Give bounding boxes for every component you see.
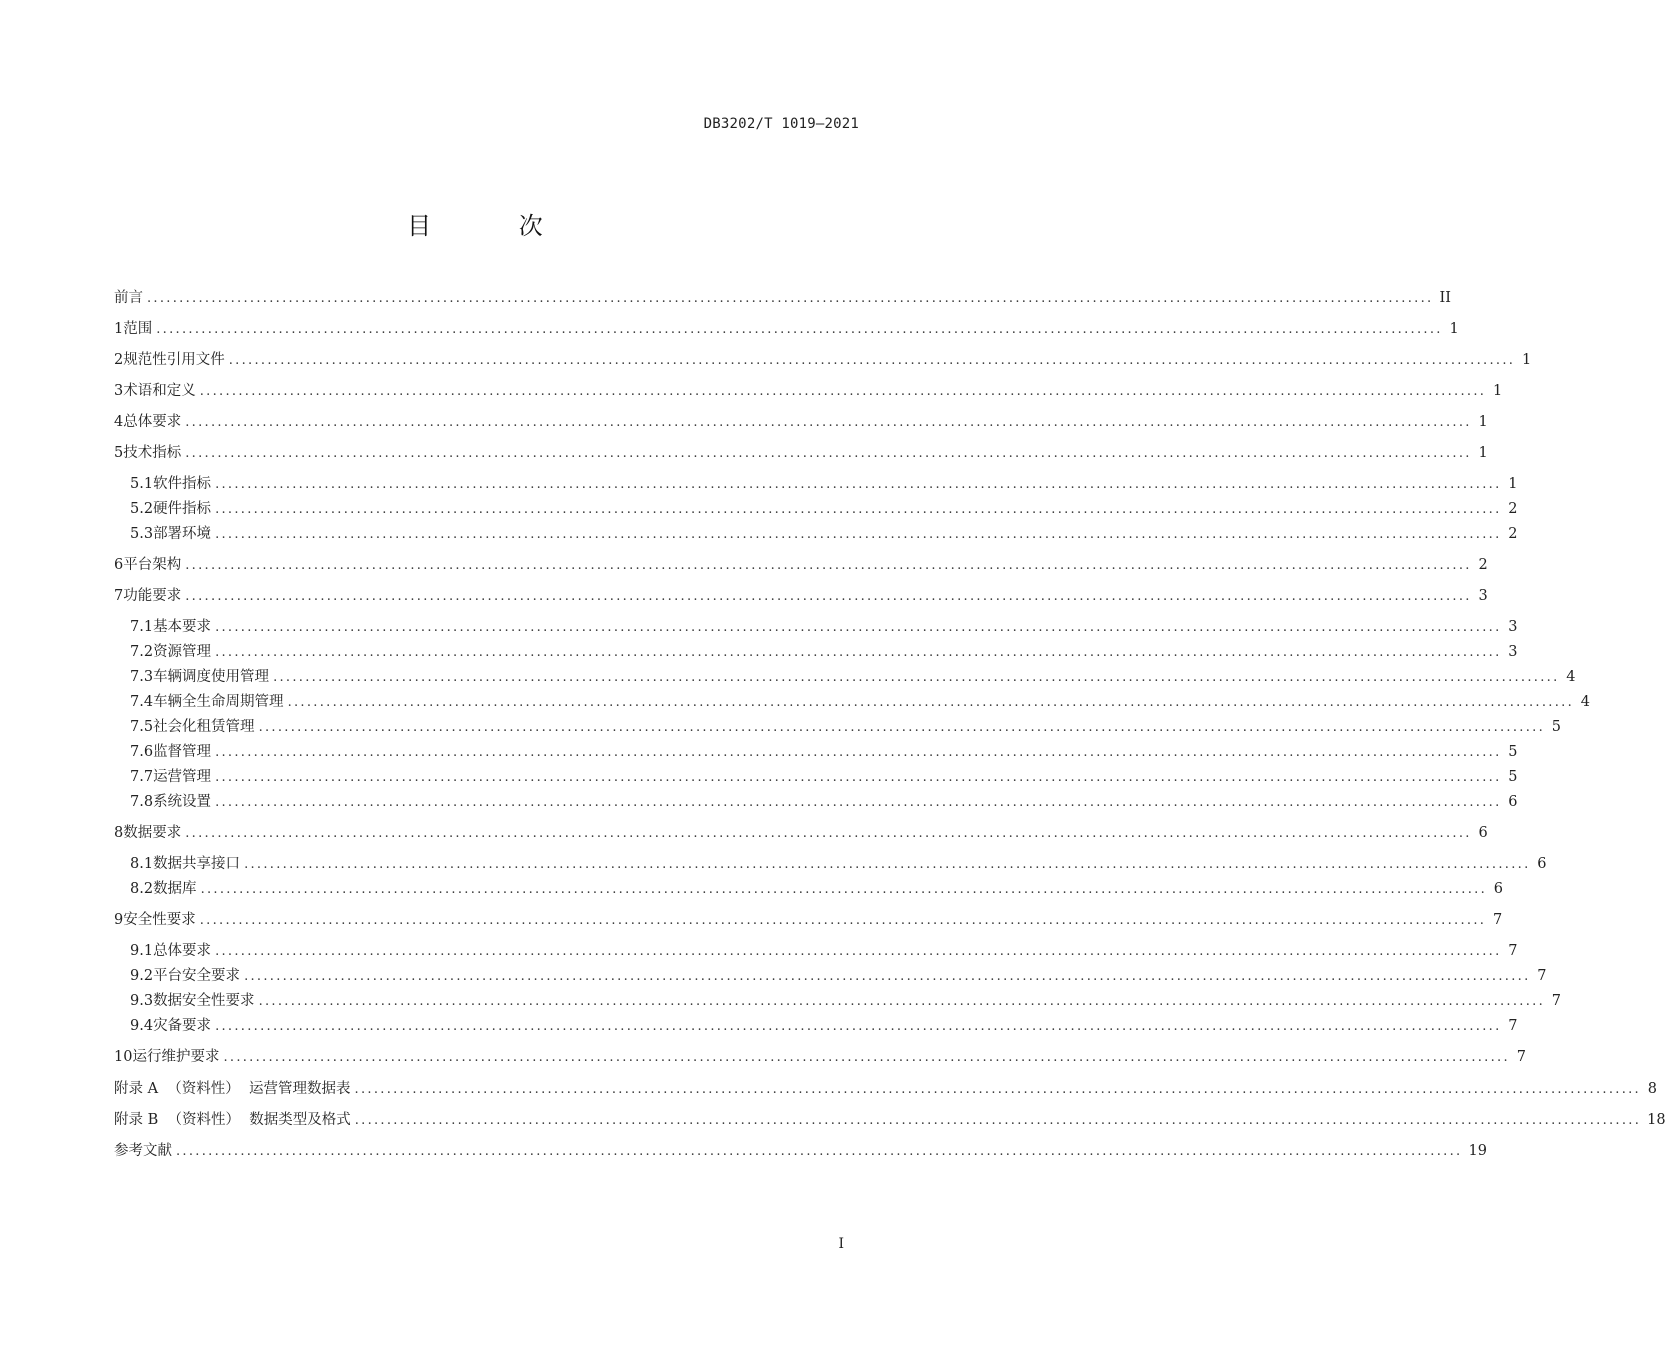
toc-entry-title: 总体要求: [123, 414, 182, 430]
toc-entry[interactable]: [114, 318, 1459, 340]
toc-entry[interactable]: [114, 380, 1503, 402]
toc-entry-number: 7.2: [130, 644, 154, 660]
toc-entry-page: 3: [1508, 644, 1518, 660]
dot-leader: ........................................................................................................................................................................................................: [258, 720, 1546, 735]
dot-leader: ........................................................................................................................................................................................................: [185, 589, 1472, 604]
toc-entry-number: 9.1: [130, 943, 154, 959]
toc-entry-number: 7.5: [130, 719, 154, 735]
toc-entry-number: 7.4: [130, 694, 154, 710]
page-number: I: [838, 1236, 844, 1252]
toc-entry-title: 数据安全性要求: [153, 993, 255, 1009]
dot-leader: ........................................................................................................................................................................................................: [156, 322, 1443, 337]
toc-entry[interactable]: [130, 473, 1518, 495]
toc-entry-number: 4: [114, 414, 124, 430]
toc-entry-page: 7: [1492, 912, 1503, 928]
toc-entry-title: 数据共享接口: [153, 856, 241, 872]
toc-entry-number: 7.1: [130, 619, 154, 635]
dot-leader: ........................................................................................................................................................................................................: [215, 477, 1502, 492]
dot-leader: ........................................................................................................................................................................................................: [223, 1050, 1510, 1065]
toc-entry-page: 6: [1537, 856, 1547, 872]
page-title: 目 次: [407, 212, 583, 240]
dot-leader: ........................................................................................................................................................................................................: [185, 826, 1472, 841]
toc-entry[interactable]: [130, 741, 1518, 763]
toc-entry-number: 2: [114, 352, 124, 368]
toc-entry-title: 资源管理: [153, 644, 212, 660]
toc-entry-title: 运行维护要求: [132, 1049, 220, 1065]
toc-entry[interactable]: [130, 990, 1562, 1012]
toc-entry-title: 参考文献: [114, 1143, 172, 1159]
toc-entry-page: 1: [1492, 383, 1503, 399]
toc-entry[interactable]: [114, 585, 1488, 607]
toc-entry[interactable]: [130, 523, 1518, 545]
toc-entry-page: II: [1439, 290, 1451, 306]
toc-entry-title: 总体要求: [153, 943, 212, 959]
toc-entry[interactable]: [130, 878, 1504, 900]
toc-entry-title: 运营管理: [153, 769, 212, 785]
toc-entry-page: 8: [1647, 1081, 1657, 1097]
toc-entry-title: 技术指标: [123, 445, 182, 461]
dot-leader: ........................................................................................................................................................................................................: [215, 944, 1502, 959]
toc-entry[interactable]: [130, 965, 1547, 987]
dot-leader: ........................................................................................................................................................................................................: [176, 1144, 1463, 1159]
toc-entry-title: 软件指标: [153, 476, 212, 492]
toc-entry[interactable]: [130, 791, 1518, 813]
toc-entry-number: 9: [114, 912, 124, 928]
toc-entry-number: 7.6: [130, 744, 154, 760]
toc-entry-page: 5: [1508, 744, 1518, 760]
toc-entry-number: 7.8: [130, 794, 154, 810]
dot-leader: ........................................................................................................................................................................................................: [354, 1113, 1642, 1128]
toc-entry-title: 硬件指标: [153, 501, 212, 517]
toc-entry-number: 1: [114, 321, 124, 337]
toc-entry-title: 平台架构: [123, 557, 182, 573]
toc-entry-number: 5.2: [130, 501, 154, 517]
toc-entry[interactable]: [114, 822, 1488, 844]
dot-leader: ........................................................................................................................................................................................................: [199, 384, 1487, 399]
toc-entry[interactable]: [130, 616, 1518, 638]
dot-leader: ........................................................................................................................................................................................................: [244, 857, 1531, 872]
toc-entry-number: 7.7: [130, 769, 154, 785]
toc-entry-page: 1: [1508, 476, 1518, 492]
toc-entry[interactable]: [130, 1015, 1518, 1037]
toc-entry[interactable]: [130, 940, 1518, 962]
toc-entry-page: 4: [1566, 669, 1576, 685]
toc-entry-page: 1: [1478, 414, 1488, 430]
toc-entry-page: 6: [1508, 794, 1518, 810]
toc-entry[interactable]: [114, 554, 1488, 576]
toc-entry-title: 系统设置: [153, 794, 212, 810]
toc-entry-title: 术语和定义: [123, 383, 196, 399]
toc-entry-page: 18: [1647, 1112, 1666, 1128]
toc-entry[interactable]: [130, 641, 1518, 663]
toc-entry[interactable]: [114, 1078, 1657, 1100]
toc-entry-page: 3: [1508, 619, 1518, 635]
toc-entry-title: 数据要求: [123, 825, 182, 841]
toc-entry-page: 7: [1508, 943, 1518, 959]
toc-entry-number: 8.1: [130, 856, 154, 872]
dot-leader: ........................................................................................................................................................................................................: [200, 882, 1488, 897]
dot-leader: ........................................................................................................................................................................................................: [147, 291, 1434, 306]
toc-entry-title: 车辆全生命周期管理: [153, 694, 284, 710]
toc-entry-number: 10: [114, 1049, 133, 1065]
dot-leader: ........................................................................................................................................................................................................: [244, 969, 1531, 984]
toc-entry-title: 数据库: [153, 881, 197, 897]
toc-entry-title: 功能要求: [123, 588, 182, 604]
toc-entry-page: 1: [1449, 321, 1459, 337]
dot-leader: ........................................................................................................................................................................................................: [215, 795, 1502, 810]
toc-entry[interactable]: [130, 666, 1576, 688]
toc-entry-number: 9.4: [130, 1018, 154, 1034]
dot-leader: ........................................................................................................................................................................................................: [185, 415, 1472, 430]
toc-entry-title: 规范性引用文件: [123, 352, 225, 368]
toc-entry[interactable]: [130, 691, 1591, 713]
toc-entry[interactable]: [114, 1109, 1666, 1131]
toc-entry-number: 5: [114, 445, 124, 461]
dot-leader: ........................................................................................................................................................................................................: [185, 446, 1472, 461]
toc-entry-page: 6: [1478, 825, 1488, 841]
dot-leader: ........................................................................................................................................................................................................: [287, 695, 1575, 710]
toc-entry-page: 1: [1521, 352, 1532, 368]
toc-entry-title: 范围: [123, 321, 153, 337]
dot-leader: ........................................................................................................................................................................................................: [215, 1019, 1502, 1034]
toc-entry-page: 3: [1478, 588, 1488, 604]
toc-entry[interactable]: [114, 411, 1488, 433]
toc-entry-title: 监督管理: [153, 744, 212, 760]
dot-leader: ........................................................................................................................................................................................................: [215, 502, 1502, 517]
toc-entry-page: 19: [1468, 1143, 1487, 1159]
toc-entry-number: 7: [114, 588, 124, 604]
toc-entry-title: 安全性要求: [123, 912, 196, 928]
toc-entry[interactable]: [114, 909, 1503, 931]
dot-leader: ........................................................................................................................................................................................................: [273, 670, 1560, 685]
dot-leader: ........................................................................................................................................................................................................: [185, 558, 1472, 573]
toc-entry-page: 2: [1508, 526, 1518, 542]
toc-entry-title: 附录 B （资料性） 数据类型及格式: [114, 1112, 351, 1128]
dot-leader: ........................................................................................................................................................................................................: [215, 745, 1502, 760]
toc-entry-number: 5.3: [130, 526, 154, 542]
toc-entry[interactable]: [114, 287, 1451, 309]
toc-entry-page: 7: [1551, 993, 1562, 1009]
toc-entry[interactable]: [130, 766, 1518, 788]
toc-entry-page: 5: [1551, 719, 1562, 735]
toc-entry-number: 6: [114, 557, 124, 573]
dot-leader: ........................................................................................................................................................................................................: [215, 770, 1502, 785]
dot-leader: ........................................................................................................................................................................................................: [228, 353, 1516, 368]
toc-entry-page: 2: [1478, 557, 1488, 573]
toc-entry[interactable]: [114, 442, 1488, 464]
dot-leader: ........................................................................................................................................................................................................: [199, 913, 1487, 928]
dot-leader: ........................................................................................................................................................................................................: [215, 620, 1502, 635]
toc-entry-page: 2: [1508, 501, 1518, 517]
toc-entry[interactable]: [114, 349, 1532, 371]
toc-entry[interactable]: [114, 1046, 1526, 1068]
toc-entry-title: 部署环境: [153, 526, 212, 542]
dot-leader: ........................................................................................................................................................................................................: [215, 527, 1502, 542]
toc-entry-page: 7: [1508, 1018, 1518, 1034]
document-code: DB3202/T 1019—2021: [703, 116, 859, 132]
toc-entry-page: 4: [1580, 694, 1591, 710]
toc-entry-title: 附录 A （资料性） 运营管理数据表: [114, 1081, 351, 1097]
toc-entry-number: 8: [114, 825, 124, 841]
toc-entry[interactable]: [130, 716, 1562, 738]
toc-entry-page: 7: [1537, 968, 1547, 984]
toc-entry-page: 5: [1508, 769, 1518, 785]
toc-entry-title: 灾备要求: [153, 1018, 212, 1034]
toc-entry[interactable]: [130, 498, 1518, 520]
dot-leader: ........................................................................................................................................................................................................: [258, 994, 1546, 1009]
toc-entry[interactable]: [114, 1140, 1487, 1162]
toc-entry-number: 5.1: [130, 476, 154, 492]
toc-entry-number: 9.3: [130, 993, 154, 1009]
toc-entry-page: 6: [1493, 881, 1504, 897]
toc-entry-page: 7: [1516, 1049, 1526, 1065]
toc-entry-number: 3: [114, 383, 124, 399]
toc-entry-number: 8.2: [130, 881, 154, 897]
dot-leader: ........................................................................................................................................................................................................: [354, 1082, 1641, 1097]
dot-leader: ........................................................................................................................................................................................................: [215, 645, 1502, 660]
toc-entry-title: 前言: [114, 290, 143, 306]
toc-entry-title: 平台安全要求: [153, 968, 241, 984]
toc-entry-title: 社会化租赁管理: [153, 719, 255, 735]
toc-entry-page: 1: [1478, 445, 1488, 461]
toc-entry[interactable]: [130, 853, 1547, 875]
toc-entry-number: 7.3: [130, 669, 154, 685]
toc-entry-number: 9.2: [130, 968, 154, 984]
toc-entry-title: 基本要求: [153, 619, 212, 635]
toc-entry-title: 车辆调度使用管理: [153, 669, 270, 685]
